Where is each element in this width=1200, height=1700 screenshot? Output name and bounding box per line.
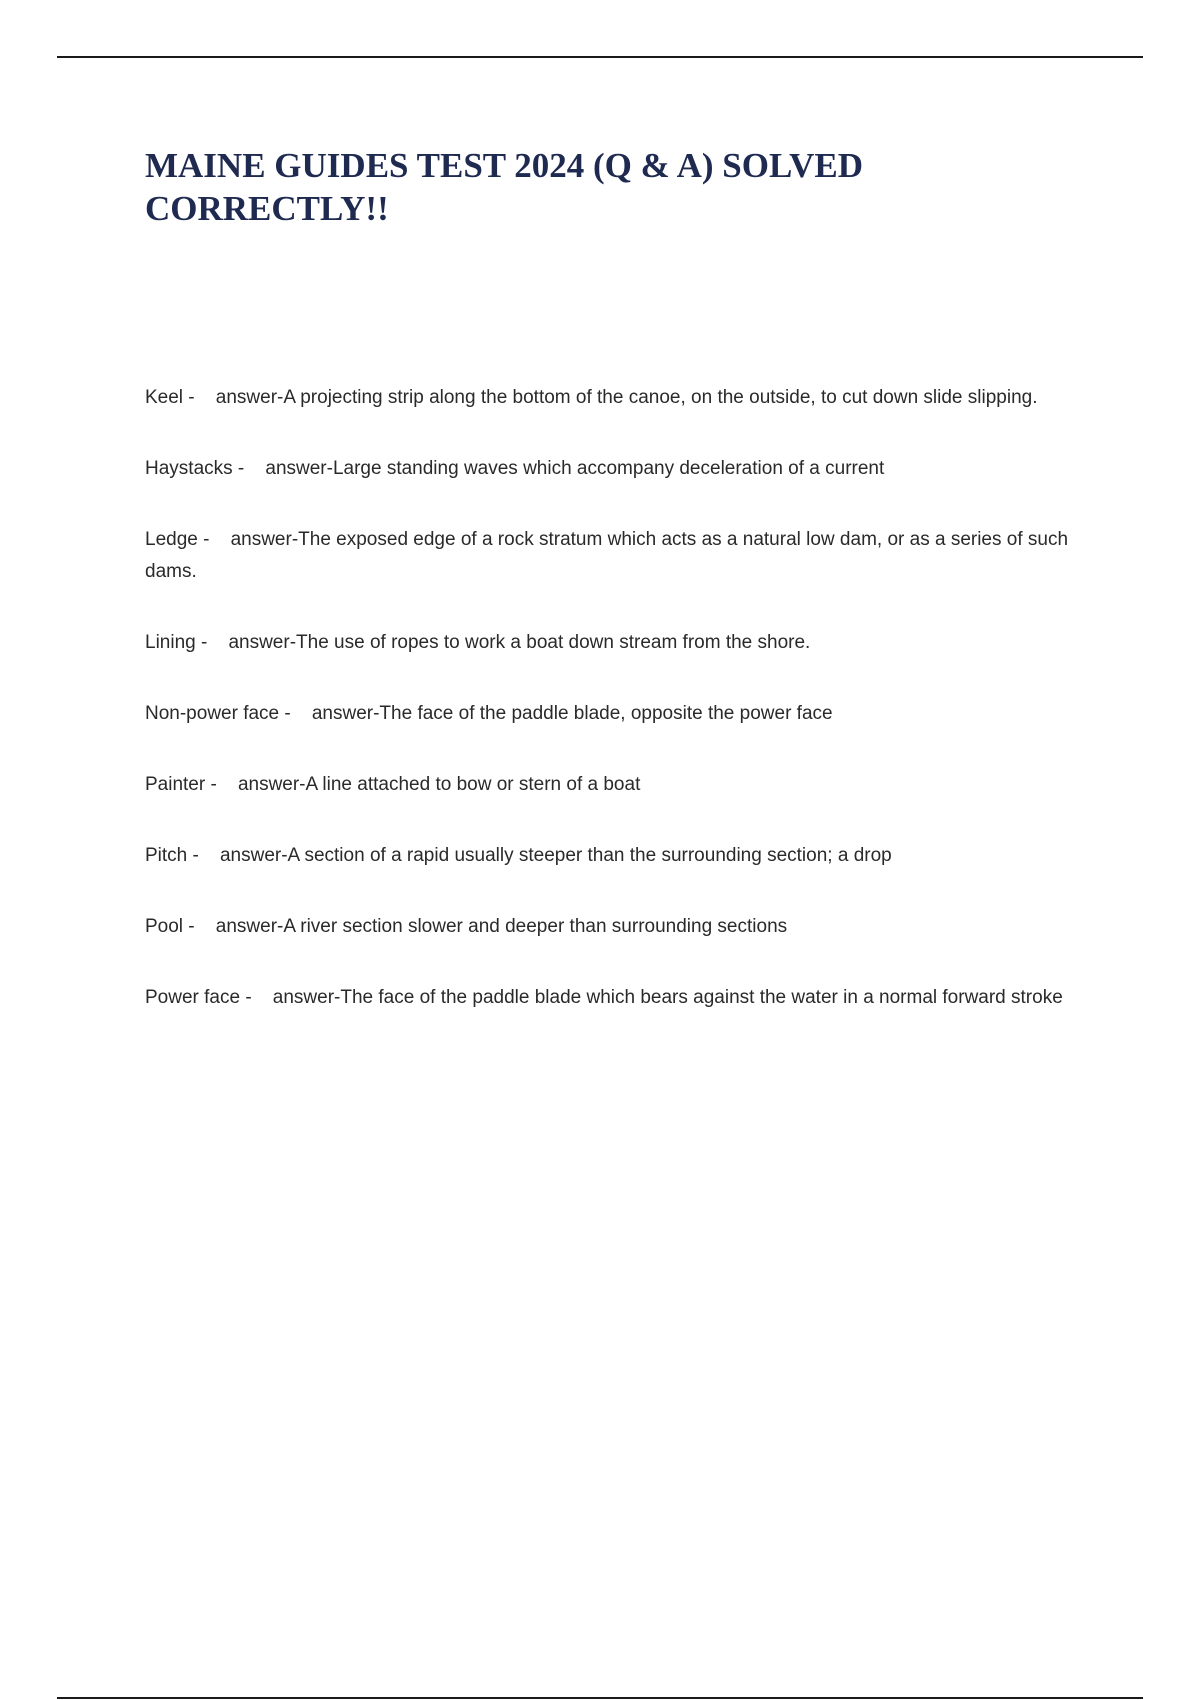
qa-answer: answer-The use of ropes to work a boat down stream from the shore. bbox=[228, 632, 811, 653]
qa-term: Pitch bbox=[145, 845, 188, 866]
qa-term: Non-power face bbox=[145, 703, 280, 724]
qa-answer: answer-A river section slower and deeper than surrounding sections bbox=[215, 916, 788, 937]
top-rule bbox=[57, 56, 1143, 58]
qa-answer: answer-Large standing waves which accompany deceleration of a current bbox=[265, 458, 885, 479]
qa-term: Ledge bbox=[145, 529, 198, 550]
qa-answer: answer-A section of a rapid usually steeper than the surrounding section; a drop bbox=[219, 845, 892, 866]
qa-term: Painter bbox=[145, 774, 206, 795]
qa-item-keel bbox=[145, 382, 1085, 414]
qa-separator: - bbox=[279, 703, 312, 724]
qa-item-haystacks bbox=[145, 453, 1085, 485]
qa-separator: - bbox=[195, 632, 229, 653]
qa-item-power-face bbox=[145, 982, 1085, 1014]
qa-item-lining bbox=[145, 627, 1085, 659]
bottom-rule bbox=[57, 1697, 1143, 1699]
qa-answer: answer-The exposed edge of a rock stratum which acts as a natural low dam, or as a series of such dams. bbox=[145, 529, 1069, 582]
qa-term: Pool bbox=[145, 916, 184, 937]
qa-separator: - bbox=[232, 458, 266, 479]
qa-term: Lining bbox=[145, 632, 196, 653]
qa-answer: answer-The face of the paddle blade, opposite the power face bbox=[311, 703, 833, 724]
qa-item-painter bbox=[145, 769, 1085, 801]
qa-term: Haystacks bbox=[145, 458, 233, 479]
qa-answer: answer-A projecting strip along the bottom of the canoe, on the outside, to cut down slide slipping. bbox=[215, 387, 1038, 408]
qa-term: Power face bbox=[145, 987, 241, 1008]
qa-separator: - bbox=[187, 845, 220, 866]
qa-item-non-power-face bbox=[145, 698, 1085, 730]
qa-separator: - bbox=[183, 387, 216, 408]
qa-list bbox=[145, 382, 1085, 1014]
qa-answer: answer-A line attached to bow or stern of a boat bbox=[237, 774, 641, 795]
qa-separator: - bbox=[240, 987, 273, 1008]
qa-item-pool bbox=[145, 911, 1085, 943]
qa-separator: - bbox=[205, 774, 238, 795]
qa-item-pitch bbox=[145, 840, 1085, 872]
qa-item-ledge bbox=[145, 524, 1085, 588]
qa-term: Keel bbox=[145, 387, 184, 408]
qa-separator: - bbox=[183, 916, 216, 937]
qa-answer: answer-The face of the paddle blade which bears against the water in a normal forward stroke bbox=[272, 987, 1063, 1008]
document-title: MAINE GUIDES TEST 2024 (Q & A) SOLVED CORRECTLY!! bbox=[145, 146, 863, 228]
qa-separator: - bbox=[197, 529, 231, 550]
